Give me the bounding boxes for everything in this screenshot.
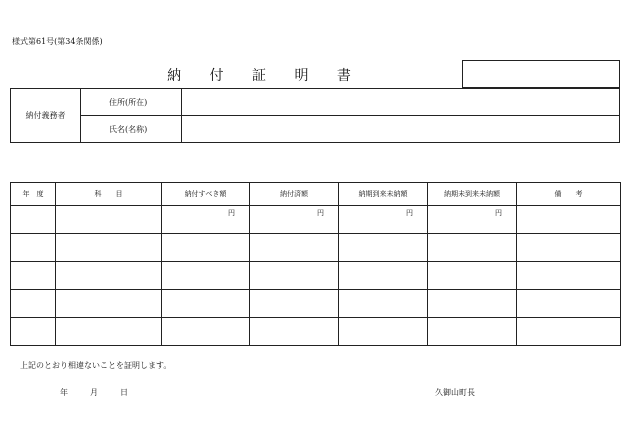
table-cell[interactable]: 円 [339,206,428,234]
table-cell[interactable] [250,290,339,318]
payer-info-table [10,88,620,143]
document-title: 納 付 証 明 書 [167,68,363,84]
date-line [60,387,150,398]
table-cell[interactable] [428,234,517,262]
table-cell[interactable] [339,290,428,318]
table-cell[interactable] [162,234,250,262]
payer-label: 納付義務者 [11,89,81,143]
date-day-label: 日 [120,388,128,397]
table-row [11,290,621,318]
tax-payment-table [10,182,621,346]
name-field[interactable] [182,116,620,143]
header-remarks: 備 考 [517,183,621,206]
table-cell[interactable] [11,262,56,290]
address-label: 住所(所在) [81,89,182,116]
header-not-due-unpaid: 納期未到来未納額 [428,183,517,206]
table-header-row [11,183,621,206]
table-cell[interactable] [162,318,250,346]
table-cell[interactable] [428,290,517,318]
table-cell[interactable] [250,318,339,346]
certification-statement: 上記のとおり相違ないことを証明します。 [20,361,172,370]
header-overdue-unpaid: 納期到来未納額 [339,183,428,206]
table-cell[interactable]: 円 [250,206,339,234]
stamp-box [462,60,620,88]
table-row [11,262,621,290]
table-cell[interactable] [517,206,621,234]
form-number-label: 様式第61号(第34条関係) [12,37,103,46]
table-cell[interactable] [428,262,517,290]
table-cell[interactable] [428,318,517,346]
table-cell[interactable] [339,262,428,290]
issuer-name: 久御山町長 [435,388,475,397]
date-year-label: 年 [60,388,68,397]
address-field[interactable] [182,89,620,116]
table-cell[interactable] [56,290,162,318]
table-cell[interactable] [250,262,339,290]
table-cell[interactable] [56,262,162,290]
table-row [11,234,621,262]
header-item: 科 目 [56,183,162,206]
table-cell[interactable] [339,234,428,262]
table-row [11,206,621,234]
table-cell[interactable] [517,234,621,262]
header-fiscal-year: 年 度 [11,183,56,206]
table-cell[interactable] [56,234,162,262]
table-cell[interactable] [517,290,621,318]
table-cell[interactable] [162,262,250,290]
table-cell[interactable] [517,318,621,346]
table-cell[interactable] [339,318,428,346]
table-cell[interactable]: 円 [428,206,517,234]
table-cell[interactable] [11,290,56,318]
table-cell[interactable]: 円 [162,206,250,234]
table-cell[interactable] [517,262,621,290]
table-cell[interactable] [11,234,56,262]
table-row [11,318,621,346]
name-label: 氏名(名称) [81,116,182,143]
table-cell[interactable] [11,318,56,346]
date-month-label: 月 [90,388,98,397]
table-cell[interactable] [56,318,162,346]
table-cell[interactable] [162,290,250,318]
table-cell[interactable] [56,206,162,234]
header-amount-paid: 納付済額 [250,183,339,206]
header-amount-due: 納付すべき額 [162,183,250,206]
table-cell[interactable] [250,234,339,262]
table-cell[interactable] [11,206,56,234]
